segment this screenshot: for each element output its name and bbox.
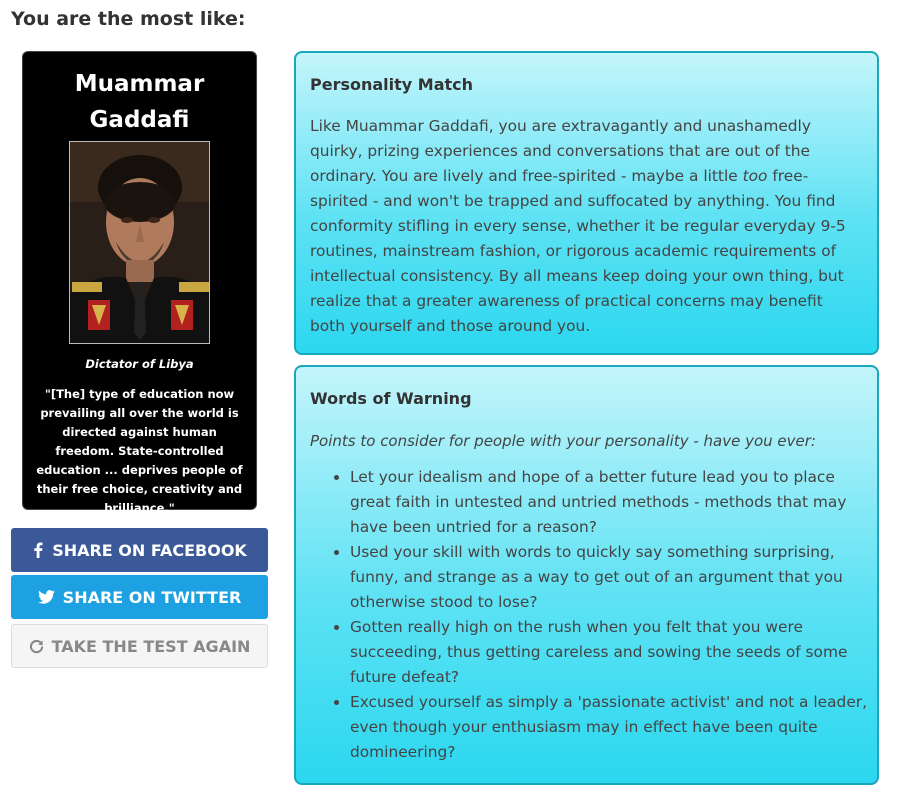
share-facebook-label: SHARE ON FACEBOOK <box>52 540 247 560</box>
personality-match-title: Personality Match <box>310 75 474 94</box>
profile-name <box>23 66 256 138</box>
warning-list <box>310 465 867 765</box>
body-text-after: free-spirited - and won't be trapped and suffocated by anything. You find conformity stifling in every sense, whether it be regular everyday 9-5 routines, mainstream fashion, or rigorous academic requirements of intellectual consistency. By all means keep doing your own thing, but realize that a greater awareness of practical concerns may benefit both yourself and those around you. <box>310 167 846 335</box>
list-item: • Gotten really high on the rush when you felt that you were succeeding, thus getting careless and sowing the seeds of some future defeat? <box>350 615 867 690</box>
take-test-again-label: TAKE THE TEST AGAIN <box>51 636 251 656</box>
share-twitter-button[interactable] <box>11 575 268 619</box>
words-of-warning-intro: Points to consider for people with your personality - have you ever: <box>310 432 816 450</box>
profile-name-text: Muammar Gaddafi <box>74 71 205 133</box>
facebook-icon <box>32 542 44 558</box>
personality-match-panel <box>294 51 879 355</box>
profile-quote: "[The] type of education now prevailing all over the world is directed against human freedom. State-controlled education ... deprives people of their free choice, creativity and brilliance." <box>36 387 243 515</box>
profile-title: Dictator of Libya <box>85 357 194 371</box>
list-item: • Excused yourself as simply a 'passionate activist' and not a leader, even though your enthusiasm may in effect have been quite domineering? <box>350 690 867 765</box>
list-item: • Let your idealism and hope of a better future lead you to place great faith in untested and untried methods - methods that may have been untried for a reason? <box>350 465 867 540</box>
body-text-emphasis: too <box>742 167 768 185</box>
portrait-photo <box>69 141 210 344</box>
words-of-warning-panel <box>294 365 879 785</box>
share-twitter-label: SHARE ON TWITTER <box>62 587 242 607</box>
twitter-icon <box>38 590 55 604</box>
share-facebook-button[interactable] <box>11 528 268 572</box>
refresh-icon <box>29 639 44 654</box>
personality-match-body <box>310 114 861 339</box>
list-item: • Used your skill with words to quickly say something surprising, funny, and strange as a way to get out of an argument that you otherwise stood to lose? <box>350 540 867 615</box>
profile-card <box>22 51 257 515</box>
take-test-again-button[interactable] <box>11 624 268 668</box>
words-of-warning-title: Words of Warning <box>310 389 472 408</box>
body-text-before: Like Muammar Gaddafi, you are extravagantly and unashamedly quirky, prizing experiences and conversations that are out of the ordinary. You are lively and free-spirited - maybe a little <box>310 117 811 185</box>
page-heading: You are the most like: <box>11 8 246 30</box>
portrait-image <box>70 142 210 344</box>
